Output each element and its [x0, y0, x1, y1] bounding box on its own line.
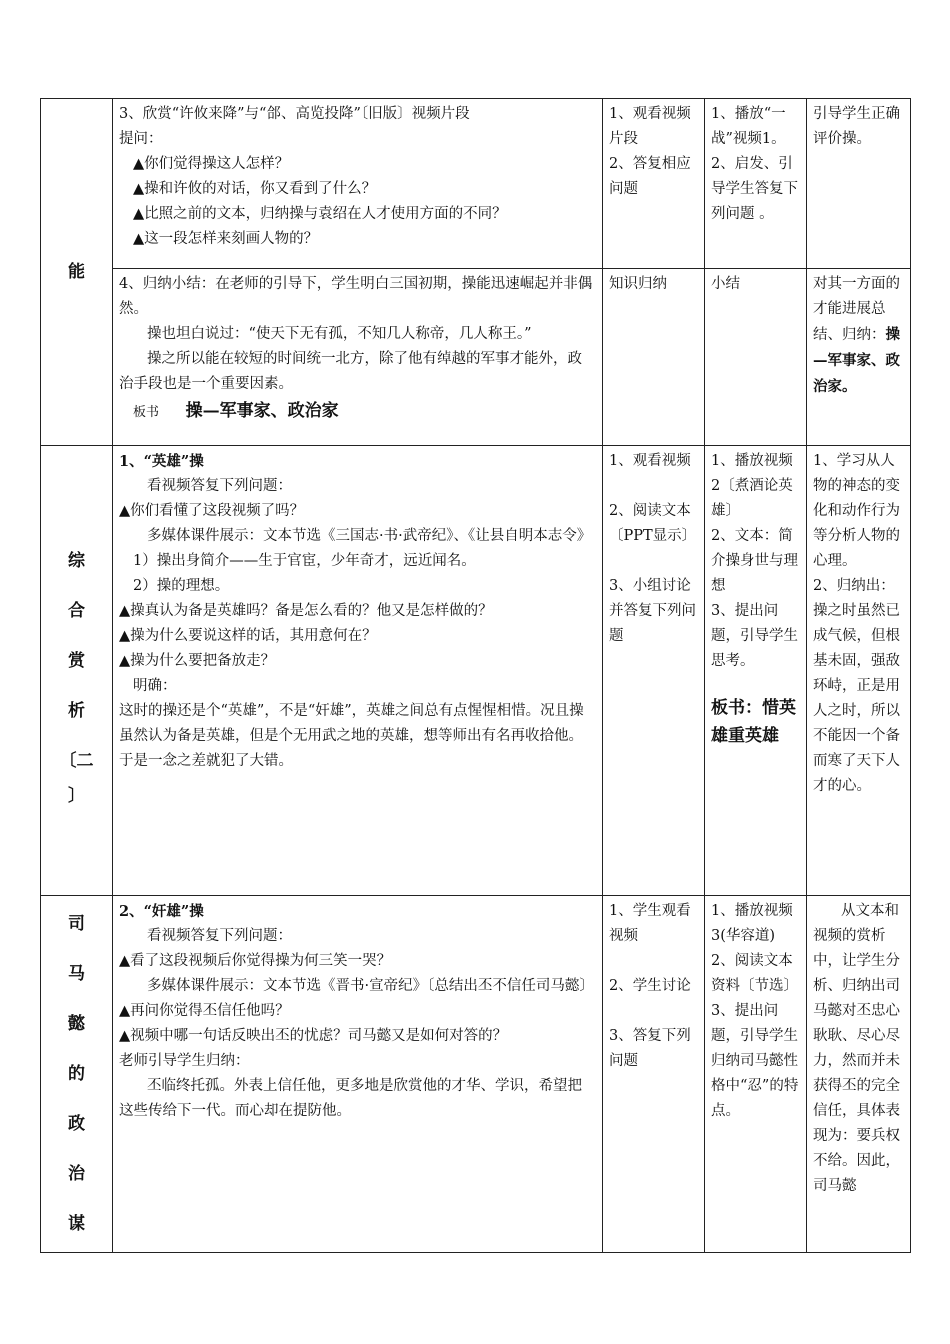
student-activity: 3、小组讨论并答复下列问题: [609, 578, 696, 644]
section-title: 2、“奸雄”操: [119, 903, 204, 920]
teacher-activity: 1、播放视频2〔煮酒论英雄〕: [711, 453, 793, 519]
text-line: 多媒体课件展示：文本节选《晋书·宣帝纪》〔总结出丕不信任司马懿〕: [147, 978, 594, 994]
text-line: 丕临终托孤。外表上信任他，更多地是欣赏他的才华、学识，希望把这些传给下一代。而心却在提防他。: [119, 1078, 582, 1119]
content-cell: [113, 896, 603, 1253]
section-char: 的: [68, 1064, 85, 1084]
lesson-plan-page: [40, 98, 910, 1253]
table-row: [41, 269, 911, 446]
table-row: [41, 896, 911, 1253]
student-activity: 1、观看视频: [609, 453, 691, 469]
section-char: 综: [68, 550, 85, 571]
question-item: ▲这一段怎样来刻画人物的？: [133, 231, 319, 247]
intent-bold-text: 操—军事家、政治家。: [813, 326, 900, 395]
content-cell: [113, 99, 603, 269]
teacher-activity: 1、播放视频3(华容道): [711, 903, 793, 944]
question-item: ▲再问你觉得丕信任他吗？: [119, 1003, 290, 1019]
student-activity: 2、阅读文本〔PPT显示〕: [609, 503, 697, 544]
design-intent: 操之时虽然已成气候，但根基未固，强敌环峙，正是用人之时，所以不能因一个备而寒了天下人才的心。: [813, 603, 900, 794]
text-line: 提问：: [119, 131, 163, 147]
board-label: 板书: [133, 405, 160, 420]
teacher-activity: 2、启发、引导学生答复下列问题 。: [711, 156, 798, 222]
design-intent: 从文本和视频的赏析中，让学生分析、归纳出司马懿对丕忠心耿耿、尽心尽力，然而并未获得丕的完全信任，具体表现为：要兵权不给。因此，司马懿: [813, 903, 900, 1194]
question-item: ▲视频中哪一句话反映出丕的忧虑？司马懿又是如何对答的？: [119, 1028, 508, 1044]
section-char: 懿: [68, 1014, 85, 1034]
section-char: 〔二: [59, 750, 94, 771]
student-activity: 2、学生讨论: [609, 978, 691, 994]
teacher-activity: 3、提出问题，引导学生归纳司马懿性格中“忍”的特点。: [711, 1003, 799, 1119]
design-intent: [813, 272, 904, 400]
student-activity: 1、观看视频片段: [609, 106, 691, 147]
board-line: [119, 397, 596, 425]
question-item: ▲操和许攸的对话，你又看到了什么？: [133, 181, 377, 197]
teacher-activity: 3、提出问题，引导学生思考。: [711, 603, 798, 669]
text-line: 操之所以能在较短的时间统一北方，除了他有绰越的军事才能外，政治手段也是一个重要因素。: [119, 351, 582, 392]
design-intent: 1、学习从人物的神态的变化和动作行为等分析人物的心理。: [813, 453, 900, 569]
section-char: 马: [68, 964, 85, 984]
intent-cell: [807, 896, 911, 1253]
question-item: ▲比照之前的文本，归纳操与袁绍在人才使用方面的不同？: [133, 206, 507, 222]
section-char: 政: [68, 1114, 85, 1134]
text-line: 3、欣赏“许攸来降”与“郃、高览投降”〔旧版〕视频片段: [119, 106, 470, 122]
lesson-plan-table: [40, 98, 911, 1253]
text-line: 操也坦白说过：“使天下无有孤，不知几人称帝，几人称王。”: [147, 326, 532, 342]
teacher-activity: 2、文本：简介操身世与理想: [711, 528, 798, 594]
student-activity-cell: [603, 269, 705, 446]
section-char: 司: [68, 914, 85, 934]
section-label: [41, 446, 113, 896]
text-line: 明确：: [133, 678, 177, 694]
student-activity: 2、答复相应问题: [609, 156, 691, 197]
student-activity-cell: [603, 896, 705, 1253]
design-intent: 引导学生正确评价操。: [813, 106, 900, 147]
teacher-activity: 小结: [711, 276, 740, 292]
section-char: 治: [68, 1164, 85, 1184]
content-cell: [113, 269, 603, 446]
intent-cell: [807, 269, 911, 446]
student-activity-cell: [603, 99, 705, 269]
text-line: 多媒体课件展示：文本节选《三国志·书·武帝纪》、《让县自明本志令》: [147, 528, 592, 544]
text-line: 2）操的理想。: [133, 578, 230, 594]
intent-cell: [807, 446, 911, 896]
section-label: [41, 896, 113, 1253]
table-row: [41, 446, 911, 896]
section-char: 赏: [68, 650, 85, 671]
question-item: ▲你们看懂了这段视频了吗？: [119, 503, 305, 519]
question-item: ▲看了这段视频后你觉得操为何三笑一哭？: [119, 953, 392, 969]
student-activity: 知识归纳: [609, 276, 667, 292]
section-label: 能: [41, 99, 113, 446]
student-activity: 1、学生观看视频: [609, 903, 691, 944]
text-line: 看视频答复下列问题：: [147, 478, 292, 494]
teacher-activity: 2、阅读文本资料〔节选〕: [711, 953, 798, 994]
section-title: 1、“英雄”操: [119, 453, 204, 470]
board-text: 操—军事家、政治家: [185, 401, 339, 421]
section-char: 合: [68, 600, 85, 621]
text-line: 看视频答复下列问题：: [147, 928, 292, 944]
question-item: ▲操为什么要把备放走？: [119, 653, 276, 669]
question-item: ▲你们觉得操这人怎样？: [133, 156, 290, 172]
text-line: 老师引导学生归纳：: [119, 1053, 250, 1069]
text-line: 1）操出身简介——生于官宦，少年奇才，远近闻名。: [133, 553, 476, 569]
section-char: 谋: [68, 1214, 85, 1234]
text-line: 4、归纳小结：在老师的引导下，学生明白三国初期，操能迅速崛起并非偶然。: [119, 276, 593, 317]
table-row: [41, 99, 911, 269]
teacher-activity-cell: [705, 269, 807, 446]
teacher-activity-cell: [705, 446, 807, 896]
student-activity-cell: [603, 446, 705, 896]
board-text: 板书：惜英雄重英雄: [711, 698, 796, 746]
student-activity: 3、答复下列问题: [609, 1028, 691, 1069]
section-char: 析: [68, 700, 85, 721]
content-cell: [113, 446, 603, 896]
text-line: 这时的操还是个“英雄”，不是“奸雄”，英雄之间总有点惺惺相惜。况且操虽然认为备是英雄，但是个无用武之地的英雄，想等师出有名再收拾他。于是一念之差就犯了大错。: [119, 703, 584, 769]
teacher-activity: 1、播放“一战”视频1。: [711, 106, 786, 147]
design-intent: 2、归纳出：: [813, 578, 895, 594]
intent-cell: [807, 99, 911, 269]
question-item: ▲操为什么要说这样的话，其用意何在？: [119, 628, 377, 644]
question-item: ▲操真认为备是英雄吗？备是怎么看的？他又是怎样做的？: [119, 603, 493, 619]
intent-text: 对其一方面的才能进展总结、归纳：: [813, 276, 900, 343]
teacher-activity-cell: [705, 896, 807, 1253]
teacher-activity-cell: [705, 99, 807, 269]
section-char: 〕: [68, 785, 85, 806]
